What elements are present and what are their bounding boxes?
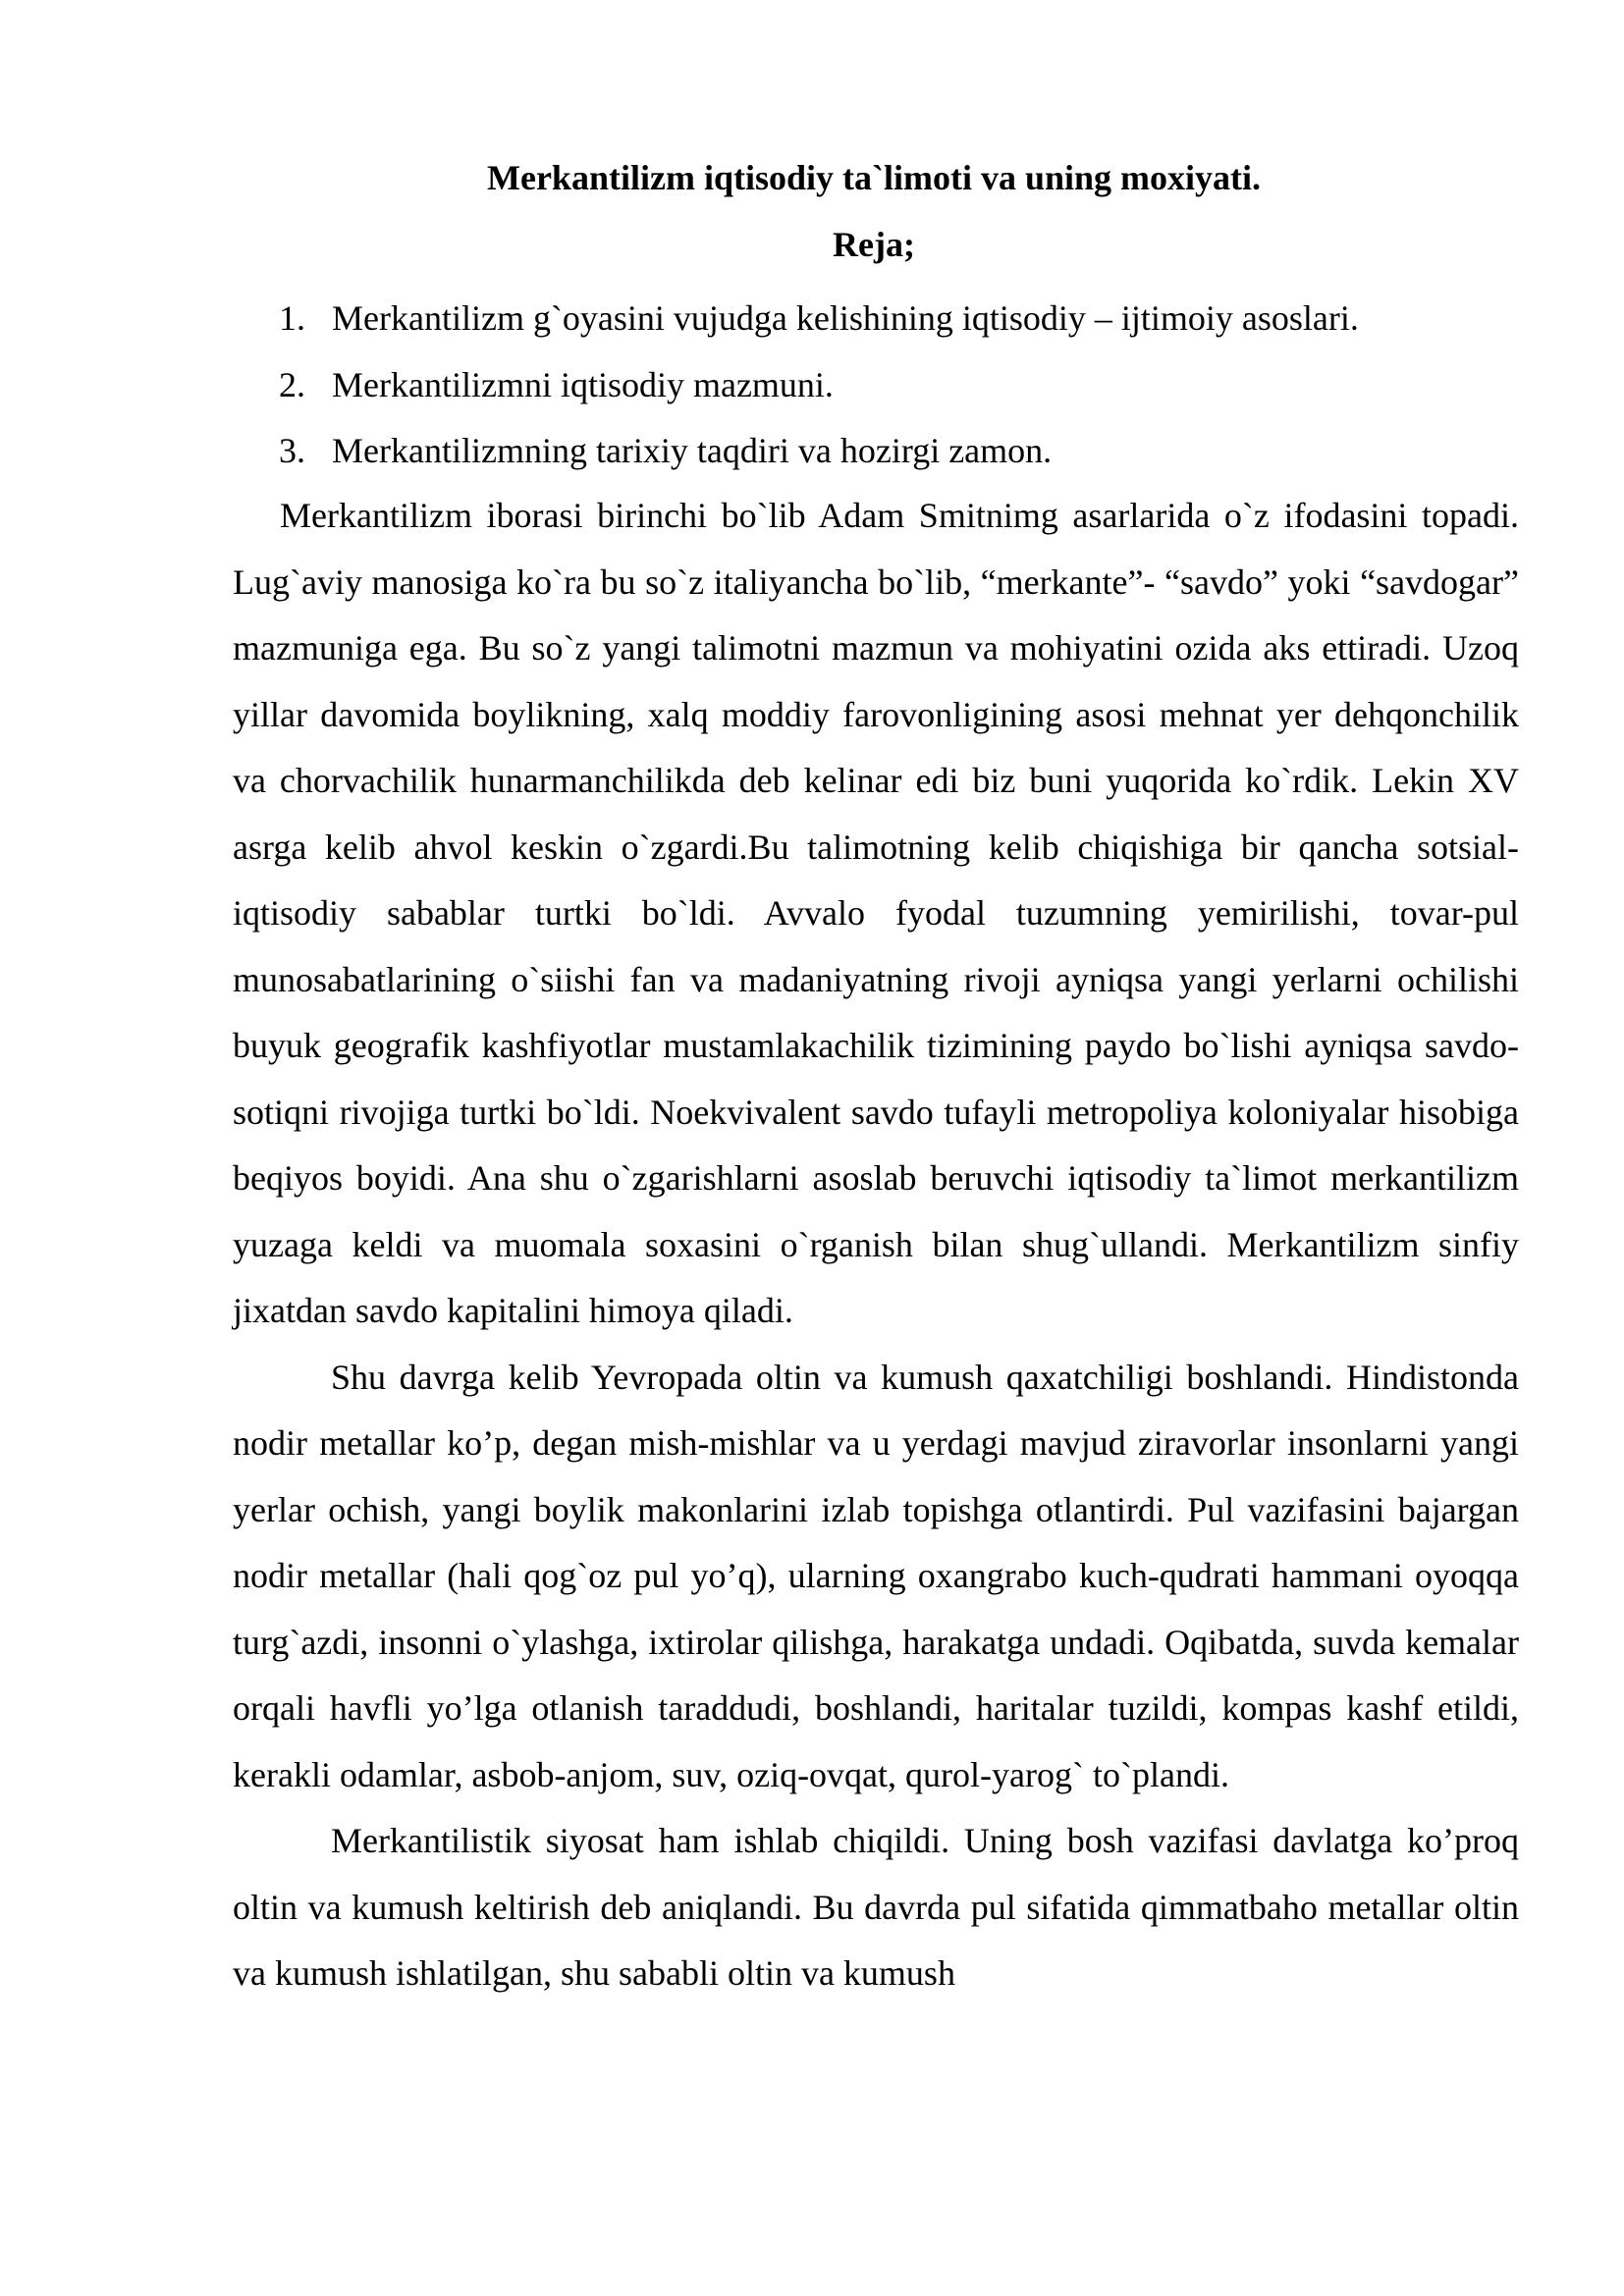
plan-item-text: Merkantilizmni iqtisodiy mazmuni. (332, 364, 834, 404)
plan-item-text: Merkantilizm g`oyasini vujudga kelishining iqtisodiy – ijtimoiy asoslari. (332, 298, 1359, 338)
plan-item-number: 3. (279, 431, 305, 470)
plan-item (279, 286, 1536, 352)
document-title: Merkantilizm iqtisodiy ta`limoti va uning moxiyati. (487, 158, 1261, 197)
paragraph: Merkantilistik siyosat ham ishlab chiqildi. Uning bosh vazifasi davlatga ko’proq oltin va kumush keltirish deb aniqlandi. Bu davrda pul sifatida qimmatbaho metallar oltin va kumush ishlatilgan, shu sababli oltin va kumush (233, 1821, 1519, 1993)
plan-item (279, 352, 1536, 419)
paragraph: Merkantilizm iborasi birinchi bo`lib Adam Smitnimg asarlarida o`z ifodasini topadi. Lug`aviy manosiga ko`ra bu so`z italiyancha bo`lib, “merkante”- “savdo” yoki “savdogar” mazmuniga ega. Bu so`z yangi talimotni mazmun va mohiyatini ozida aks ettiradi. Uzoq yillar davomida boylikning, xalq moddiy farovonligining asosi mehnat yer dehqonchilik va chorvachilik hunarmanchilikda deb kelinar edi biz buni yuqorida ko`rdik. Lekin XV asrga kelib ahvol keskin o`zgardi.Bu talimotning kelib chiqishiga bir qancha sotsial-iqtisodiy sabablar turtki bo`ldi. Avvalo fyodal tuzumning yemirilishi, tovar-pul munosabatlarining o`siishi fan va madaniyatning rivoji ayniqsa yangi yerlarni ochilishi buyuk geografik kashfiyotlar mustamlakachilik tizimining paydo bo`lishi ayniqsa savdo-sotiqni rivojiga turtki bo`ldi. Noekvivalent savdo tufayli metropoliya koloniyalar hisobiga beqiyos boyidi. Ana shu o`zgarishlarni asoslab beruvchi iqtisodiy ta`limot merkantilizm yuzaga keldi va muomala soxasini o`rganish bilan shug`ullandi. Merkantilizm sinfiy jixatdan savdo kapitalini himoya qiladi. (233, 496, 1519, 1330)
plan-item (279, 418, 1536, 485)
plan-heading: Reja; (833, 225, 915, 264)
plan-item-number: 2. (279, 364, 305, 404)
plan-list (279, 286, 1536, 485)
plan-item-text: Merkantilizmning tarixiy taqdiri va hozirgi zamon. (332, 431, 1053, 470)
body-text (233, 483, 1519, 2007)
paragraph: Shu davrga kelib Yevropada oltin va kumush qaxatchiligi boshlandi. Hindistonda nodir metallar ko’p, degan mish-mishlar va u yerdagi mavjud ziravorlar insonlarni yangi yerlar ochish, yangi boylik makonlarini izlab topishga otlantirdi. Pul vazifasini bajargan nodir metallar (hali qog`oz pul yo’q), ularning oxangrabo kuch-qudrati hammani oyoqqa turg`azdi, insonni o`ylashga, ixtirolar qilishga, harakatga undadi. Oqibatda, suvda kemalar orqali havfli yo’lga otlanish taraddudi, boshlandi, haritalar tuzildi, kompas kashf etildi, kerakli odamlar, asbob-anjom, suv, oziq-ovqat, qurol-yarog` to`plandi. (233, 1357, 1519, 1794)
plan-item-number: 1. (279, 298, 305, 338)
